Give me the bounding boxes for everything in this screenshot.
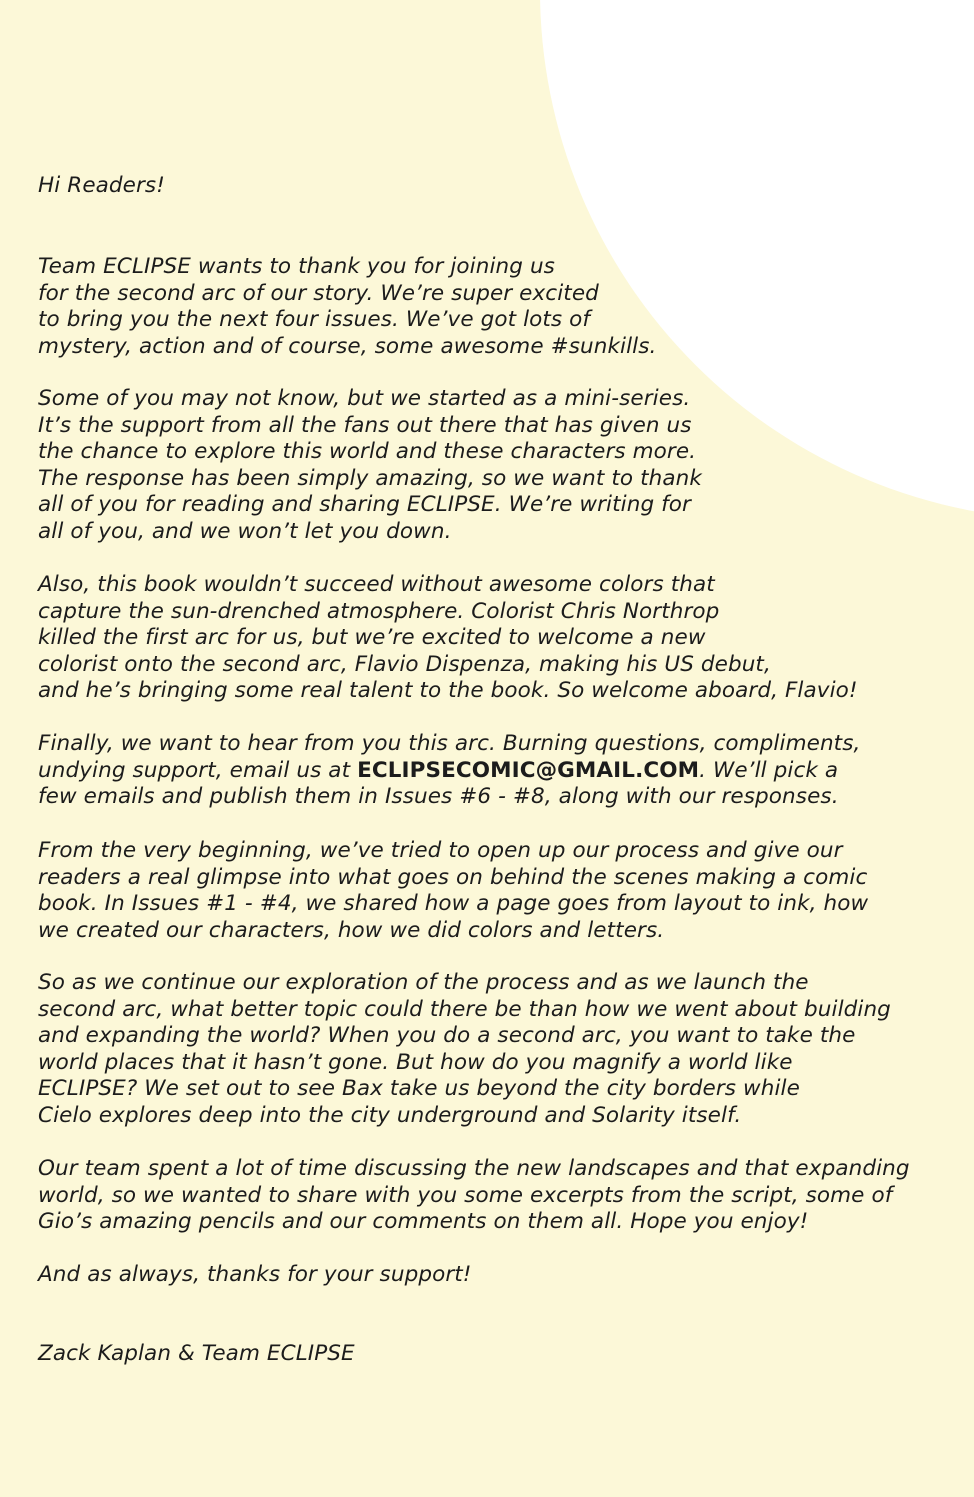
- paragraph-process: From the very beginning, we’ve tried to open up our process and give our readers a real glimpse into what goes on behind the scenes making a comic book. In Issues #1 - #4, we shared how a page goes from layout to ink, how we created our characters, how we did colors and letters.: [38, 838, 869, 943]
- paragraph-intro: Team ECLIPSE wants to thank you for joining us for the second arc of our story. We’re super excited to bring you the next four issues. We’ve got lots of mystery, action and of course, some awesome #sunkills.: [38, 254, 657, 359]
- greeting: Hi Readers!: [38, 173, 165, 198]
- paragraph-mini-series: Some of you may not know, but we started as a mini-series. It’s the support from all the fans out there that has given us the chance to explore this world and these characters more. The response has been simply amazing, so we want to thank all of you for reading and sharing ECLIPSE. We’re writing for all of you, and we won’t let you down.: [38, 386, 702, 544]
- paragraph-colorist: Also, this book wouldn’t succeed without awesome colors that capture the sun-drenched atmosphere. Colorist Chris Northrop killed the first arc for us, but we’re excited to welcome a new colorist onto the second arc, Flavio Dispenza, making his US debut, and he’s bringing some real talent to the book. So welcome aboard, Flavio!: [38, 572, 858, 703]
- email-address[interactable]: ECLIPSECOMIC@GMAIL.COM: [357, 757, 700, 783]
- signature: Zack Kaplan & Team ECLIPSE: [38, 1341, 355, 1366]
- paragraph-contact: [38, 731, 860, 811]
- contact-text-after: . We’ll pick a few emails and publish them in Issues #6 - #8, along with our responses.: [38, 757, 839, 809]
- paragraph-excerpts: Our team spent a lot of time discussing the new landscapes and that expanding world, so we wanted to share with you some excerpts from the script, some of Gio’s amazing pencils and our comments on them all. Hope you enjoy!: [38, 1156, 910, 1234]
- paragraph-thanks: And as always, thanks for your support!: [38, 1262, 472, 1287]
- contact-text-before: Finally, we want to hear from you this arc. Burning questions, compliments, undying support, email us at: [38, 731, 861, 783]
- paragraph-world: So as we continue our exploration of the process and as we launch the second arc, what better topic could there be than how we went about building and expanding the world? When you do a second arc, you want to take the world places that it hasn’t gone. But how do you magnify a world like ECLIPSE? We set out to see Bax take us beyond the city borders while Cielo explores deep into the city underground and Solarity itself.: [38, 970, 891, 1128]
